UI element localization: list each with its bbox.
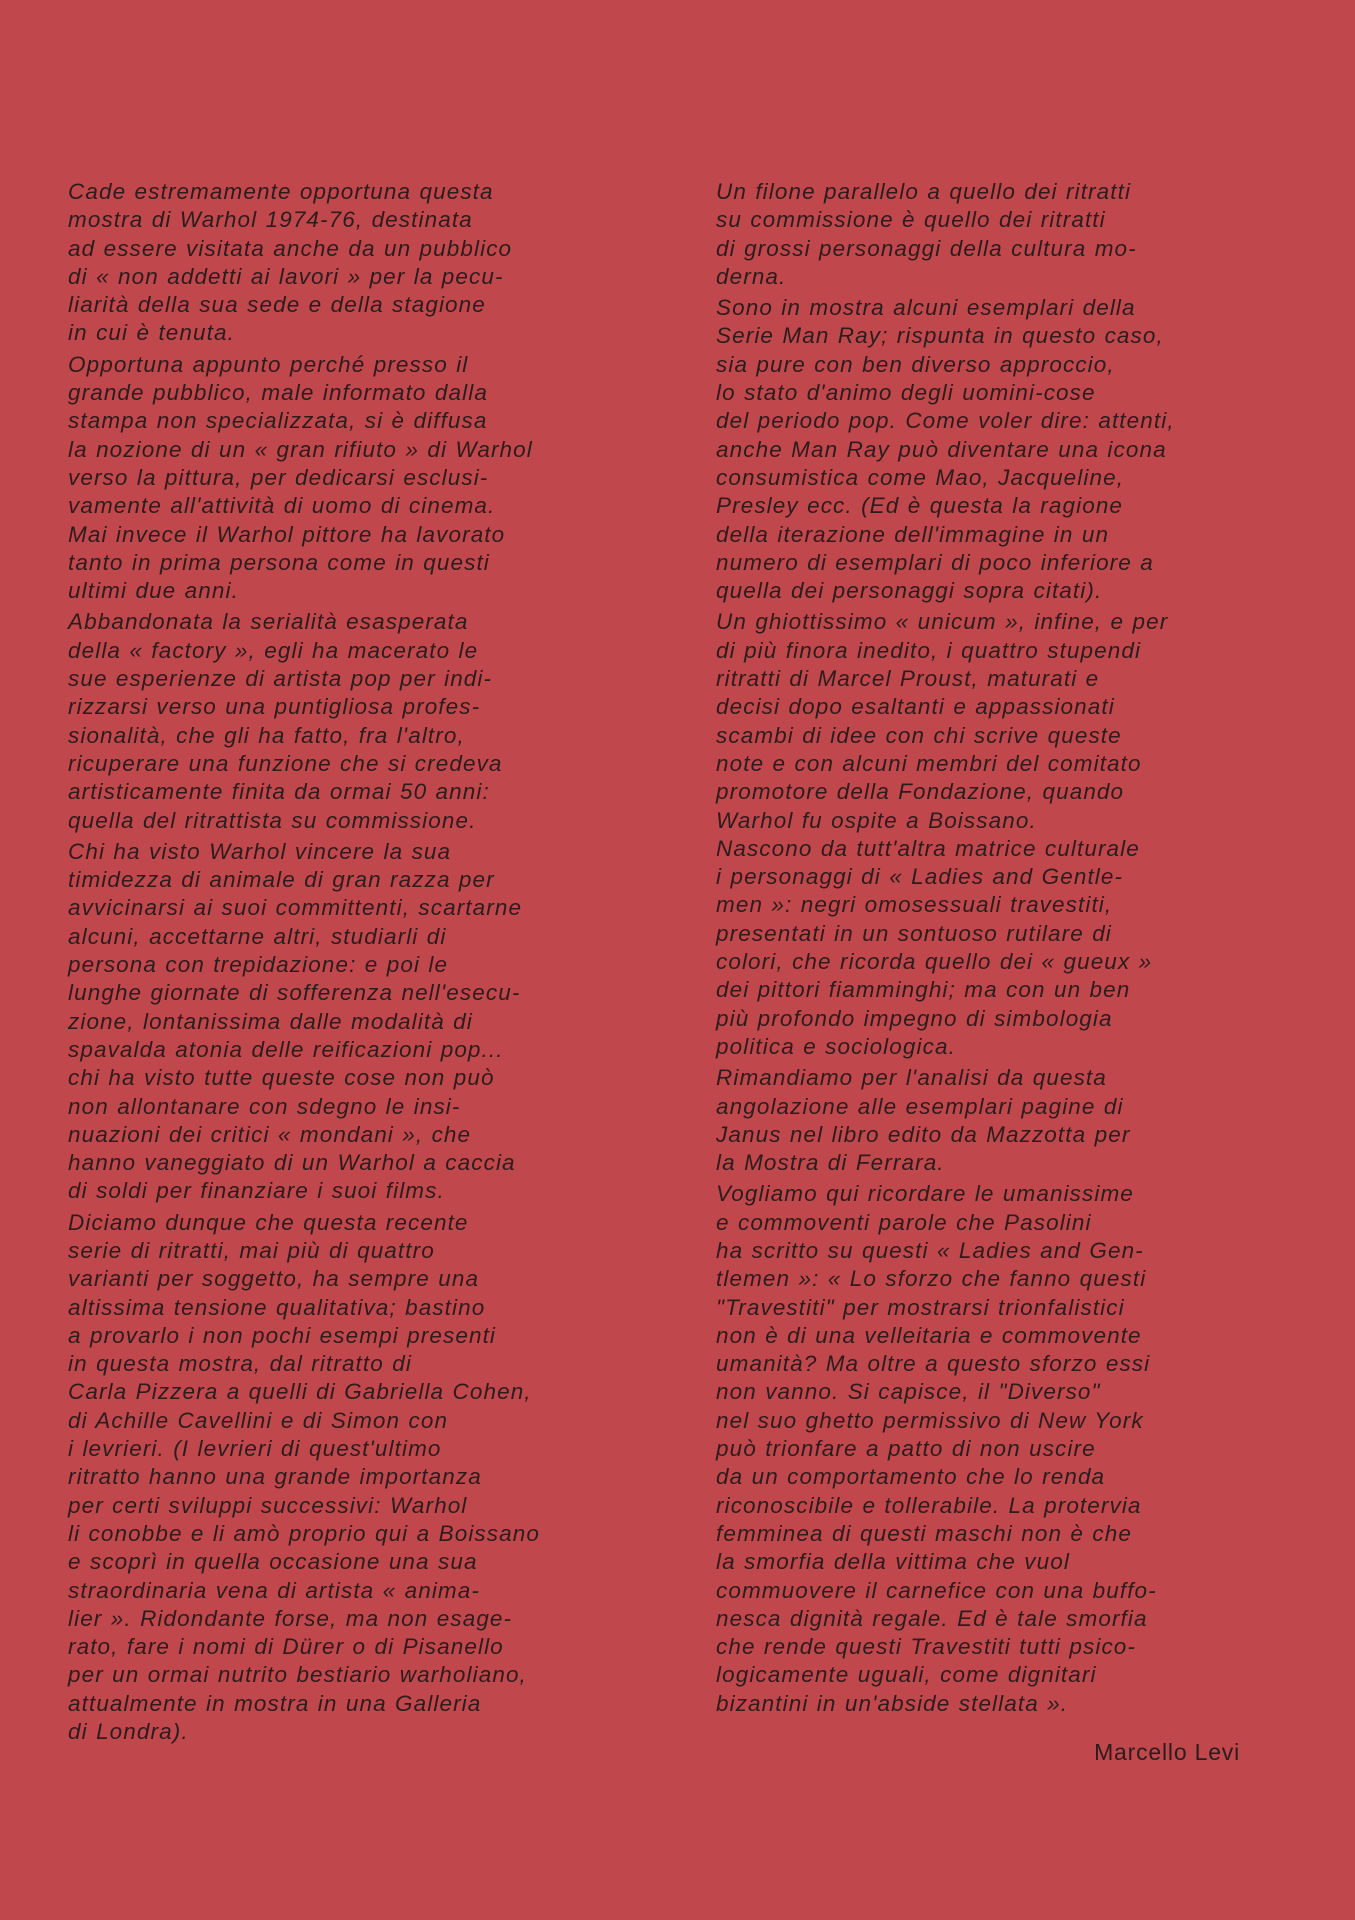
paragraph (68, 178, 608, 348)
text-line: dei pittori fiamminghi; ma con un ben (716, 977, 1131, 1003)
text-line: Vogliamo qui ricordare le umanissime (716, 1181, 1134, 1207)
text-line: può trionfare a patto di non uscire (716, 1436, 1096, 1462)
text-line: Abbandonata la serialità esasperata (68, 609, 469, 635)
text-line: mostra di Warhol 1974-76, destinata (68, 207, 473, 233)
text-line: Un ghiottissimo « unicum », infine, e per (716, 609, 1169, 635)
text-line: alcuni, accettarne altri, studiarli di (68, 923, 447, 949)
text-line: Chi ha visto Warhol vincere la sua (68, 838, 452, 864)
paragraph (68, 838, 608, 1206)
text-line: varianti per soggetto, ha sempre una (68, 1266, 480, 1292)
text-line: Warhol fu ospite a Boissano. (716, 807, 1037, 833)
text-line: sue esperienze di artista pop per indi- (68, 666, 493, 692)
text-line: Nascono da tutt'altra matrice culturale (716, 835, 1140, 861)
text-line: colori, che ricorda quello dei « gueux » (716, 949, 1153, 975)
text-line: sia pure con ben diverso approccio, (716, 351, 1115, 377)
text-line: di Achille Cavellini e di Simon con (68, 1407, 449, 1433)
text-line: umanità? Ma oltre a questo sforzo essi (716, 1351, 1151, 1377)
text-line: Diciamo dunque che questa recente (68, 1209, 469, 1235)
text-line: consumistica come Mao, Jacqueline, (716, 464, 1125, 490)
text-line: in cui è tenuta. (68, 320, 235, 346)
text-line: ritratti di Marcel Proust, maturati e (716, 666, 1100, 692)
text-line: note e con alcuni membri del comitato (716, 750, 1142, 776)
text-line: serie di ritratti, mai più di quattro (68, 1237, 435, 1263)
text-line: Carla Pizzera a quelli di Gabriella Cohen, (68, 1379, 532, 1405)
text-line: femminea di questi maschi non è che (716, 1520, 1132, 1546)
text-line: Cade estremamente opportuna questa (68, 179, 494, 204)
text-line: Rimandiamo per l'analisi da questa (716, 1065, 1107, 1091)
text-line: anche Man Ray può diventare una icona (716, 436, 1167, 462)
text-line: Mai invece il Warhol pittore ha lavorato (68, 521, 506, 547)
text-line: la nozione di un « gran rifiuto » di Warhol (68, 436, 533, 462)
text-line: i levrieri. (I levrieri di quest'ultimo (68, 1436, 442, 1462)
text-line: commuovere il carnefice con una buffo- (716, 1577, 1157, 1603)
text-line: timidezza di animale di gran razza per (68, 867, 495, 893)
paragraph (716, 178, 1252, 291)
right-text-column (716, 178, 1252, 1721)
text-line: la Mostra di Ferrara. (716, 1150, 945, 1176)
text-line: logicamente uguali, come dignitari (716, 1662, 1097, 1688)
author-signature: Marcello Levi (1094, 1739, 1240, 1765)
paragraph (68, 608, 608, 834)
paragraph (716, 608, 1252, 1061)
text-line: grande pubblico, male informato dalla (68, 380, 488, 406)
text-line: Janus nel libro edito da Mazzotta per (716, 1121, 1131, 1147)
text-line: sionalità, che gli ha fatto, fra l'altro, (68, 722, 465, 748)
text-line: presentati in un sontuoso rutilare di (716, 920, 1112, 946)
text-line: nuazioni dei critici « mondani », che (68, 1121, 472, 1147)
text-line: di « non addetti ai lavori » per la pecu- (68, 263, 504, 289)
text-line: "Travestiti" per mostrarsi trionfalistici (716, 1294, 1125, 1320)
text-line: derna. (716, 263, 787, 289)
text-line: ritratto hanno una grande importanza (68, 1464, 482, 1490)
text-line: tlemen »: « Lo sforzo che fanno questi (716, 1266, 1147, 1292)
text-line: verso la pittura, per dedicarsi esclusi- (68, 464, 489, 490)
text-line: ad essere visitata anche da un pubblico (68, 235, 513, 261)
text-line: spavalda atonia delle reificazioni pop... (68, 1036, 504, 1062)
text-line: zione, lontanissima dalle modalità di (68, 1008, 473, 1034)
text-line: men »: negri omosessuali travestiti, (716, 892, 1113, 918)
text-line: stampa non specializzata, si è diffusa (68, 408, 488, 434)
text-line: ricuperare una funzione che si credeva (68, 750, 503, 776)
paragraph (716, 1064, 1252, 1177)
text-line: di Londra). (68, 1719, 189, 1745)
text-line: lunghe giornate di sofferenza nell'esecu- (68, 980, 521, 1006)
text-line: straordinaria vena di artista « anima- (68, 1577, 480, 1603)
text-line: bizantini in un'abside stellata ». (716, 1690, 1069, 1716)
text-line: nesca dignità regale. Ed è tale smorfia (716, 1605, 1148, 1631)
text-line: persona con trepidazione: e poi le (68, 952, 449, 978)
text-line: altissima tensione qualitativa; bastino (68, 1294, 486, 1320)
text-line: non allontanare con sdegno le insi- (68, 1093, 461, 1119)
text-line: li conobbe e li amò proprio qui a Boissano (68, 1520, 540, 1546)
text-line: quella del ritrattista su commissione. (68, 807, 477, 833)
text-line: decisi dopo esaltanti e appassionati (716, 694, 1115, 720)
text-line: riconoscibile e tollerabile. La protervia (716, 1492, 1142, 1518)
text-line: i personaggi di « Ladies and Gentle- (716, 864, 1124, 890)
text-line: chi ha visto tutte queste cose non può (68, 1065, 495, 1091)
text-line: attualmente in mostra in una Galleria (68, 1690, 482, 1716)
text-line: tanto in prima persona come in questi (68, 549, 490, 575)
text-line: da un comportamento che lo renda (716, 1464, 1106, 1490)
text-line: politica e sociologica. (716, 1033, 956, 1059)
paragraph (716, 294, 1252, 605)
text-line: Serie Man Ray; rispunta in questo caso, (716, 323, 1164, 349)
text-line: scambi di idee con chi scrive queste (716, 722, 1122, 748)
text-line: e commoventi parole che Pasolini (716, 1209, 1092, 1235)
text-line: di più finora inedito, i quattro stupendi (716, 637, 1142, 663)
text-line: Sono in mostra alcuni esemplari della (716, 295, 1136, 321)
paragraph (68, 1209, 608, 1747)
text-line: rizzarsi verso una puntigliosa profes- (68, 694, 481, 720)
text-line: della « factory », egli ha macerato le (68, 637, 479, 663)
text-line: promotore della Fondazione, quando (716, 779, 1125, 805)
text-line: a provarlo i non pochi esempi presenti (68, 1322, 497, 1348)
text-line: quella dei personaggi sopra citati). (716, 578, 1103, 604)
text-line: liarità della sua sede e della stagione (68, 292, 486, 318)
text-line: non è di una velleitaria e commovente (716, 1322, 1142, 1348)
text-line: angolazione alle esemplari pagine di (716, 1093, 1124, 1119)
text-line: rato, fare i nomi di Dürer o di Pisanello (68, 1634, 504, 1660)
text-line: e scoprì in quella occasione una sua (68, 1549, 478, 1575)
text-line: ha scritto su questi « Ladies and Gen- (716, 1237, 1144, 1263)
text-line: di grossi personaggi della cultura mo- (716, 235, 1137, 261)
text-line: nel suo ghetto permissivo di New York (716, 1407, 1144, 1433)
text-line: hanno vaneggiato di un Warhol a caccia (68, 1150, 516, 1176)
text-line: artisticamente finita da ormai 50 anni: (68, 779, 490, 805)
paragraph (68, 351, 608, 606)
left-text-column (68, 178, 608, 1749)
text-line: in questa mostra, dal ritratto di (68, 1351, 412, 1377)
text-line: su commissione è quello dei ritratti (716, 207, 1106, 233)
text-line: ultimi due anni. (68, 578, 239, 604)
text-line: Un filone parallelo a quello dei ritratti (716, 179, 1132, 204)
text-line: per certi sviluppi successivi: Warhol (68, 1492, 468, 1518)
text-line: del periodo pop. Come voler dire: attenti, (716, 408, 1175, 434)
text-line: avvicinarsi ai suoi committenti, scartarne (68, 895, 523, 921)
text-line: per un ormai nutrito bestiario warholiano, (68, 1662, 527, 1688)
text-line: più profondo impegno di simbologia (716, 1005, 1113, 1031)
text-line: che rende questi Travestiti tutti psico- (716, 1634, 1136, 1660)
text-line: della iterazione dell'immagine in un (716, 521, 1110, 547)
text-line: lier ». Ridondante forse, ma non esage- (68, 1605, 513, 1631)
paragraph (716, 1180, 1252, 1718)
text-line: vamente all'attività di uomo di cinema. (68, 493, 496, 519)
text-line: Presley ecc. (Ed è questa la ragione (716, 493, 1124, 519)
text-line: numero di esemplari di poco inferiore a (716, 549, 1154, 575)
text-line: di soldi per finanziare i suoi films. (68, 1178, 445, 1204)
text-line: non vanno. Si capisce, il "Diverso" (716, 1379, 1101, 1405)
text-line: lo stato d'animo degli uomini-cose (716, 380, 1096, 406)
text-line: Opportuna appunto perché presso il (68, 351, 469, 377)
text-line: la smorfia della vittima che vuol (716, 1549, 1070, 1575)
